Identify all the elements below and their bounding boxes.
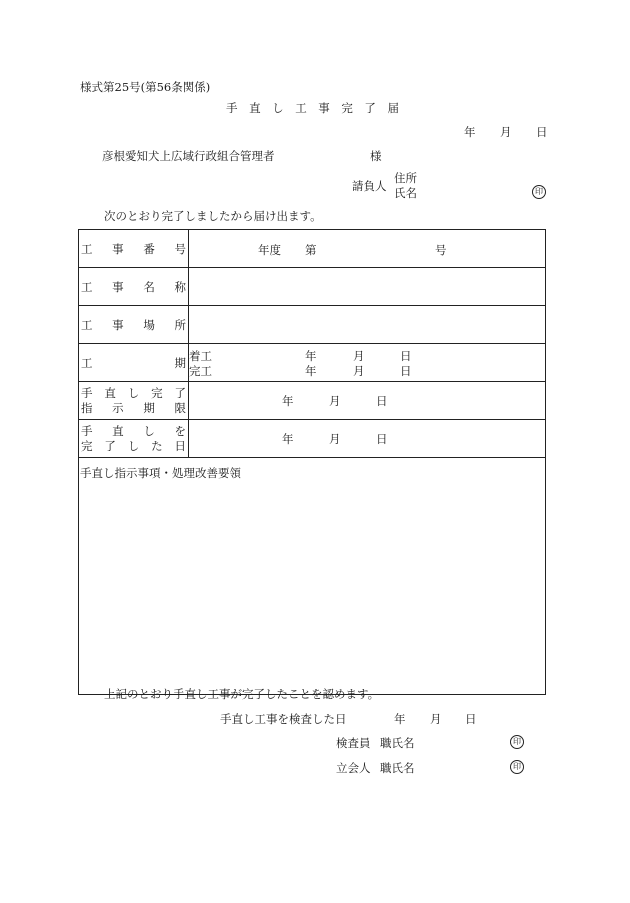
label-char: 直 [112, 423, 124, 438]
label-char: 了 [104, 438, 116, 453]
label-char: 事 [112, 317, 124, 332]
year-label: 年 [464, 125, 476, 139]
label-char: 番 [143, 241, 155, 256]
month-label: 月 [329, 394, 341, 408]
notes-row [79, 458, 546, 695]
deadline-field[interactable] [189, 382, 546, 420]
month-label: 月 [353, 349, 365, 363]
seal-icon: 印 [510, 760, 524, 774]
title-char: 手 [226, 101, 238, 115]
month-label: 月 [353, 364, 365, 378]
contractor-address-label: 住所 [394, 171, 417, 185]
label-char: た [151, 438, 163, 453]
day-label: 日 [400, 364, 412, 378]
label-char: 工 [81, 279, 93, 294]
label-char: 工 [81, 355, 93, 370]
title-char: 届 [387, 101, 399, 115]
label-char: し [127, 438, 140, 453]
label-char: 限 [174, 400, 186, 415]
label-char: 示 [112, 400, 124, 415]
notes-field[interactable] [79, 458, 546, 695]
period-label [79, 344, 189, 382]
label-char: 手 [81, 385, 93, 400]
title-char: し [272, 101, 284, 115]
form-number: 様式第25号(第56条関係) [80, 80, 211, 94]
label-char: 事 [112, 241, 124, 256]
contractor-name-label: 氏名 [394, 186, 417, 200]
inspector-role: 検査員 [336, 736, 371, 750]
title-char: 了 [364, 101, 376, 115]
end-label: 完工 [189, 364, 212, 378]
year-label: 年 [305, 364, 317, 378]
label-char: し [127, 385, 140, 400]
label-char: 名 [143, 279, 155, 294]
dai-label: 第 [305, 243, 317, 257]
work-name-row [79, 268, 546, 306]
work-number-row [79, 230, 546, 268]
completion-form-table [78, 229, 546, 695]
label-char: 所 [174, 317, 186, 332]
start-label: 着工 [189, 349, 212, 363]
intro-text: 次のとおり完了しましたから届け出ます。 [104, 209, 322, 223]
month-label: 月 [500, 125, 512, 139]
label-char: 指 [81, 400, 93, 415]
label-char: し [143, 423, 155, 438]
label-char: 工 [81, 317, 93, 332]
form-title [226, 100, 399, 116]
year-label: 年 [282, 394, 294, 408]
label-char: 号 [174, 241, 186, 256]
label-char: 工 [81, 241, 93, 256]
inspector-title: 職氏名 [380, 736, 415, 750]
year-label: 年 [394, 712, 406, 726]
title-char: 工 [295, 101, 307, 115]
deadline-row [79, 382, 546, 420]
addressee: 彦根愛知犬上広域行政組合管理者 [102, 149, 275, 163]
completed-field[interactable] [189, 420, 546, 458]
day-label: 日 [376, 432, 388, 446]
day-label: 日 [536, 125, 548, 139]
label-char: 了 [174, 385, 186, 400]
year-label: 年 [282, 432, 294, 446]
year-label: 年 [305, 349, 317, 363]
month-label: 月 [430, 712, 442, 726]
go-label: 号 [435, 243, 447, 257]
honorific: 様 [370, 149, 382, 163]
deadline-label [79, 382, 189, 420]
label-char: 日 [174, 438, 186, 453]
day-label: 日 [465, 712, 477, 726]
label-char: 場 [143, 317, 155, 332]
period-field[interactable] [189, 344, 546, 382]
confirmation-text: 上記のとおり手直し工事が完了したことを認めます。 [104, 687, 380, 701]
notes-label: 手直し指示事項・処理改善要領 [80, 466, 241, 480]
seal-icon: 印 [510, 735, 524, 749]
work-place-label [79, 306, 189, 344]
completed-label [79, 420, 189, 458]
completed-row [79, 420, 546, 458]
title-char: 完 [341, 101, 353, 115]
month-label: 月 [329, 432, 341, 446]
title-char: 事 [318, 101, 330, 115]
witness-role: 立会人 [336, 761, 371, 775]
nendo-label: 年度 [258, 243, 281, 257]
work-name-label [79, 268, 189, 306]
witness-title: 職氏名 [380, 761, 415, 775]
title-char: 直 [249, 101, 261, 115]
label-char: 期 [143, 400, 155, 415]
label-char: を [174, 423, 186, 438]
work-name-field[interactable] [189, 268, 546, 306]
work-place-field[interactable] [189, 306, 546, 344]
work-place-row [79, 306, 546, 344]
contractor-label: 請負人 [352, 179, 387, 193]
label-char: 完 [81, 438, 93, 453]
label-char: 期 [174, 355, 186, 370]
seal-icon: 印 [532, 185, 546, 199]
inspection-date-label: 手直し工事を検査した日 [220, 712, 347, 726]
label-char: 直 [104, 385, 116, 400]
day-label: 日 [400, 349, 412, 363]
label-char: 称 [174, 279, 186, 294]
work-number-field[interactable] [189, 230, 546, 268]
label-char: 手 [81, 423, 93, 438]
label-char: 事 [112, 279, 124, 294]
work-number-label [79, 230, 189, 268]
label-char: 完 [151, 385, 163, 400]
period-row [79, 344, 546, 382]
day-label: 日 [376, 394, 388, 408]
